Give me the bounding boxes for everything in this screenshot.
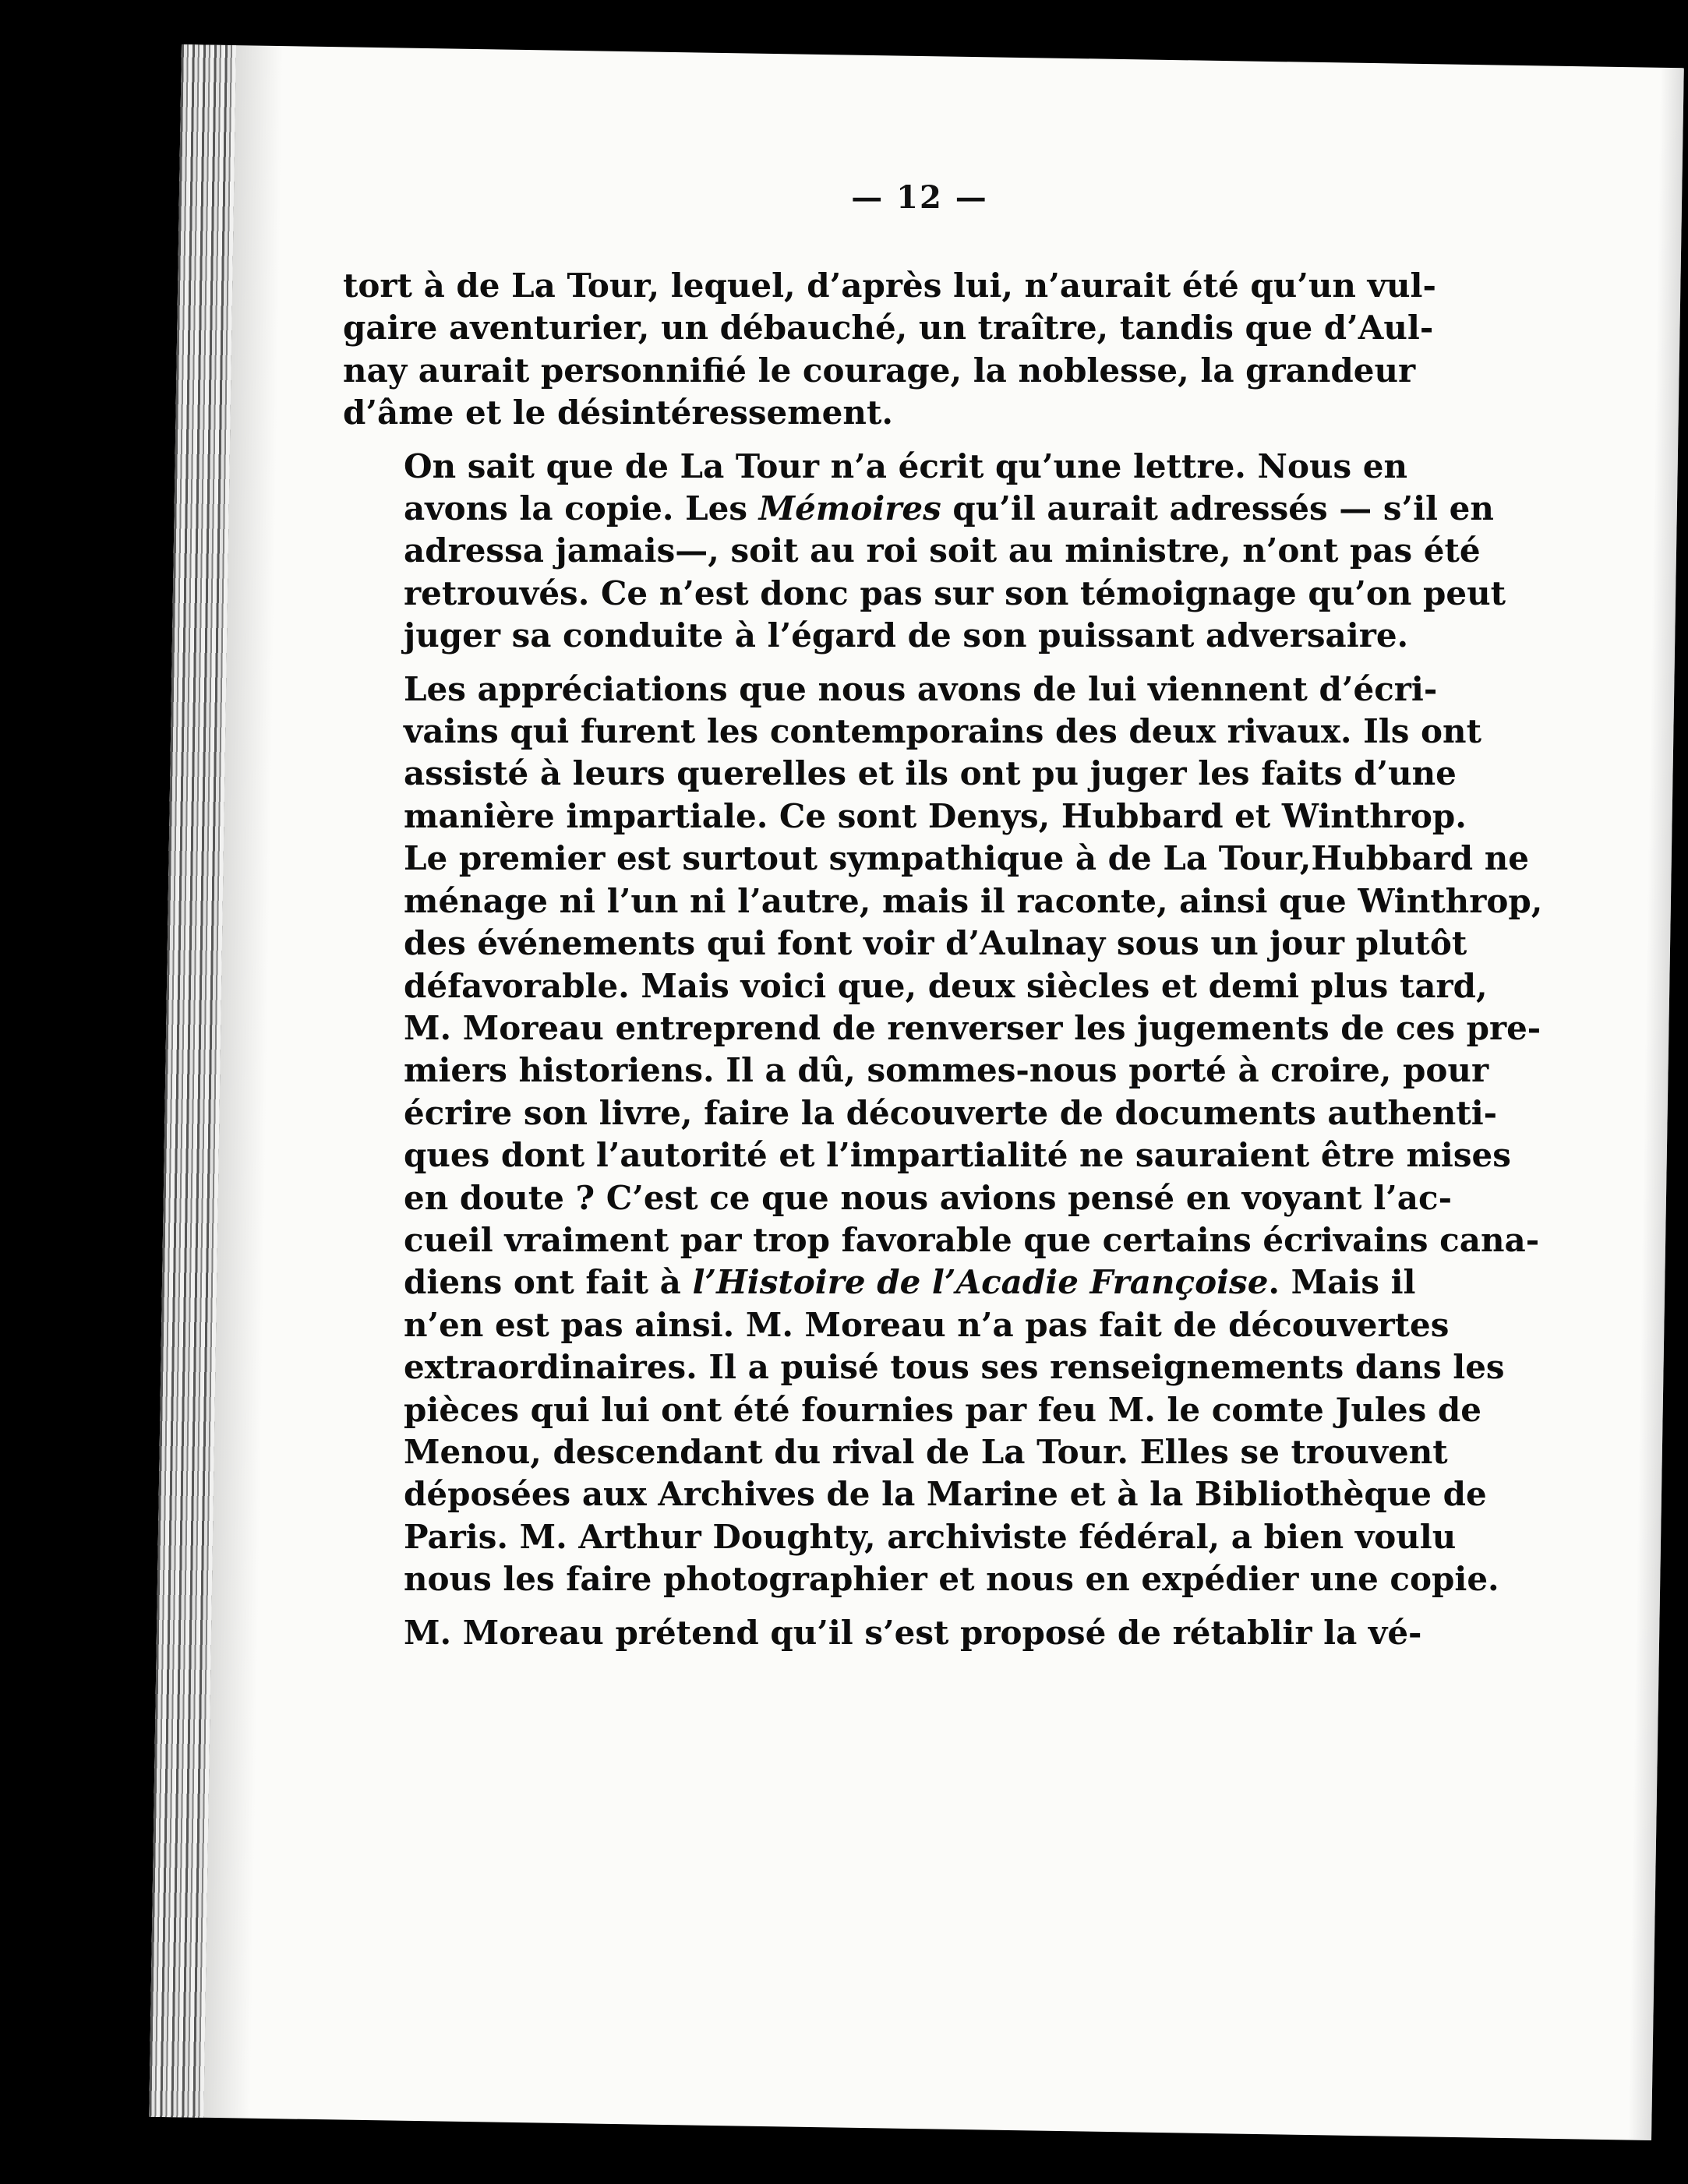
text-line: M. Moreau entreprend de renverser les jugements de ces pre- [404,1008,1541,1047]
text-line: nous les faire photographier et nous en expédier une copie. [404,1560,1499,1599]
text-line: nay aurait personnifié le courage, la noblesse, la grandeur [343,351,1416,390]
text-line: assisté à leurs querelles et ils ont pu juger les faits d’une [404,754,1457,793]
page-right-edge [1628,68,1684,2140]
text-line: écrire son livre, faire la découverte de documents authenti- [404,1093,1498,1132]
text-line: pièces qui lui ont été fournies par feu M. le comte Jules de [404,1390,1481,1429]
text-line: manière impartiale. Ce sont Denys, Hubbard et Winthrop. [404,796,1467,835]
text-line: déposées aux Archives de la Marine et à la Bibliothèque de [404,1475,1487,1514]
italic-title: l’Histoire de l’Acadie Françoise [692,1263,1269,1302]
text-line: miers historiens. Il a dû, sommes-nous porté à croire, pour [404,1051,1489,1090]
text-line: des événements qui font voir d’Aulnay sous un jour plutôt [404,924,1467,963]
text-line: M. Moreau prétend qu’il s’est proposé de rétablir la vé- [404,1613,1422,1652]
text-line: Les appréciations que nous avons de lui viennent d’écri- [404,669,1438,708]
text-line: tort à de La Tour, lequel, d’après lui, n’aurait été qu’un vul- [343,266,1436,305]
text-line: en doute ? C’est ce que nous avions pensé en voyant l’ac- [404,1178,1453,1217]
page-number: — 12 — [851,179,988,216]
text-line: juger sa conduite à l’égard de son puissant adversaire. [404,616,1409,655]
italic-title: Mémoires [758,489,941,528]
text-line: Menou, descendant du rival de La Tour. Elles se trouvent [404,1432,1448,1471]
text-line: cueil vraiment par trop favorable que certains écrivains cana- [404,1220,1540,1259]
text-line: On sait que de La Tour n’a écrit qu’une lettre. Nous en [404,446,1408,485]
text-line: vains qui furent les contemporains des deux rivaux. Ils ont [404,712,1481,751]
text-line: Le premier est surtout sympathique à de La Tour,Hubbard ne [404,839,1529,878]
paragraph-1 [343,265,1436,435]
text-line: diens ont fait à l’Histoire de l’Acadie Françoise. Mais il [404,1263,1416,1302]
text-line: avons la copie. Les Mémoires qu’il aurait adressés — s’il en [404,489,1494,528]
text-line: extraordinaires. Il a puisé tous ses renseignements dans les [404,1348,1505,1387]
text-line: ménage ni l’un ni l’autre, mais il raconte, ainsi que Winthrop, [404,881,1543,920]
text-line: retrouvés. Ce n’est donc pas sur son témoignage qu’on peut [404,573,1506,612]
text-line: adressa jamais—, soit au roi soit au ministre, n’ont pas été [404,531,1481,570]
text-line: gaire aventurier, un débauché, un traître, tandis que d’Aul- [343,309,1434,348]
paragraph-3 [343,669,1543,1601]
body-text [343,265,1543,1665]
text-line: d’âme et le désintéressement. [343,393,893,432]
paragraph-4 [343,1612,1422,1654]
text-line: n’en est pas ainsi. M. Moreau n’a pas fait de découvertes [404,1305,1450,1344]
paragraph-2 [343,446,1506,658]
text-line: défavorable. Mais voici que, deux siècles et demi plus tard, [404,966,1488,1005]
text-line: Paris. M. Arthur Doughty, archiviste fédéral, a bien voulu [404,1517,1457,1556]
text-line: ques dont l’autorité et l’impartialité ne sauraient être mises [404,1136,1511,1175]
